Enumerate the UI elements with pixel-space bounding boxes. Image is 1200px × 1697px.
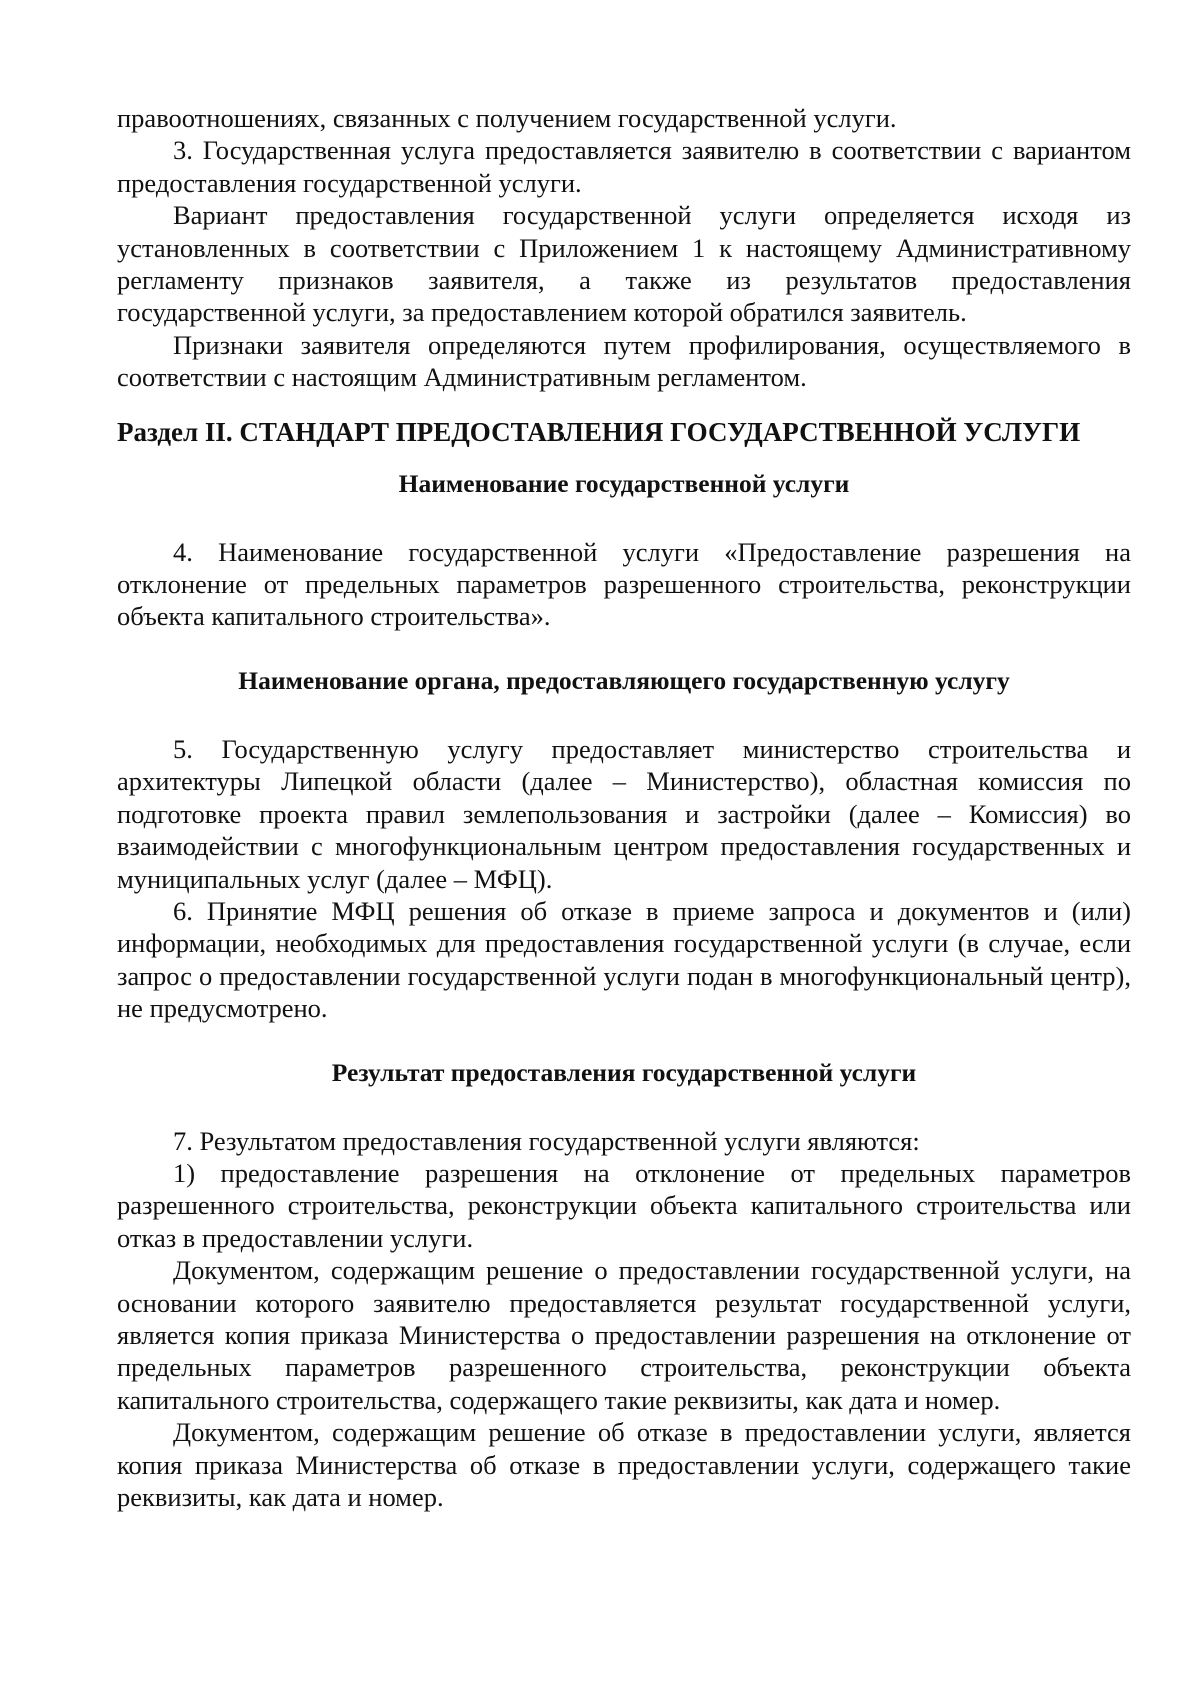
paragraph-7-item-1: 1) предоставление разрешения на отклонение от предельных параметров разрешенного строительства, реконструкции объекта капитального строительства или отказ в предоставлении услуги. (117, 1157, 1131, 1253)
spacer (117, 1025, 1131, 1057)
paragraph-3: 3. Государственная услуга предоставляется заявителю в соответствии с вариантом предоставления государственной услуги. (117, 135, 1131, 198)
heading-service-result: Результат предоставления государственной услуги (331, 1057, 917, 1087)
paragraph-7-document-grant: Документом, содержащим решение о предоставлении государственной услуги, на основании которого заявителю предоставляется результат государственной услуги, является копия приказа Министерства о предоставлении разрешения на отклонение от предельных параметров разрешенного строительства, реконструкции объекта капитального строительства, содержащего такие реквизиты, как дата и номер. (117, 1255, 1131, 1415)
paragraph-7: 7. Результатом предоставления государственной услуги являются: (173, 1125, 920, 1156)
spacer (117, 448, 1131, 468)
paragraph-intro-continuation: правоотношениях, связанных с получением государственной услуги. (117, 103, 897, 133)
paragraph-6: 6. Принятие МФЦ решения об отказе в приеме запроса и документов и (или) информации, необходимых для предоставления государственной услуги (в случае, если запрос о предоставлении государственной услуги подан в многофункциональный центр), не предусмотрено. (117, 895, 1131, 1024)
paragraph-3-variant: Вариант предоставления государственной услуги определяется исходя из установленных в соответствии с Приложением 1 к настоящему Административному регламенту признаков заявителя, а также из результатов предоставления государственной услуги, за предоставлением которой обратился заявитель. (117, 200, 1131, 328)
paragraph-7-document-refuse: Документом, содержащим решение об отказе в предоставлении услуги, является копия приказа Министерства об отказе в предоставлении услуги, содержащего такие реквизиты, как дата и номер. (117, 1417, 1131, 1512)
document-page (117, 102, 1131, 1513)
section-title: Раздел II. СТАНДАРТ ПРЕДОСТАВЛЕНИЯ ГОСУДАРСТВЕННОЙ УСЛУГИ (117, 416, 1081, 447)
heading-service-organ: Наименование органа, предоставляющего государственную услугу (238, 665, 1010, 695)
spacer (117, 500, 1131, 536)
spacer (117, 697, 1131, 733)
paragraph-3-signs: Признаки заявителя определяются путем профилирования, осуществляемого в соответствии с настоящим Административным регламентом. (117, 329, 1131, 393)
paragraph-4: 4. Наименование государственной услуги «Предоставление разрешения на отклонение от предельных параметров разрешенного строительства, реконструкции объекта капитального строительства». (117, 536, 1131, 632)
spacer (117, 1089, 1131, 1125)
paragraph-5: 5. Государственную услугу предоставляет министерство строительства и архитектуры Липецкой области (далее – Министерство), областная комиссия по подготовке проекта правил землепользования и застройки (далее – Комиссия) во взаимодействии с многофункциональным центром предоставления государственных и муниципальных услуг (далее – МФЦ). (117, 733, 1131, 894)
heading-service-name: Наименование государственной услуги (398, 468, 850, 498)
spacer (117, 633, 1131, 665)
